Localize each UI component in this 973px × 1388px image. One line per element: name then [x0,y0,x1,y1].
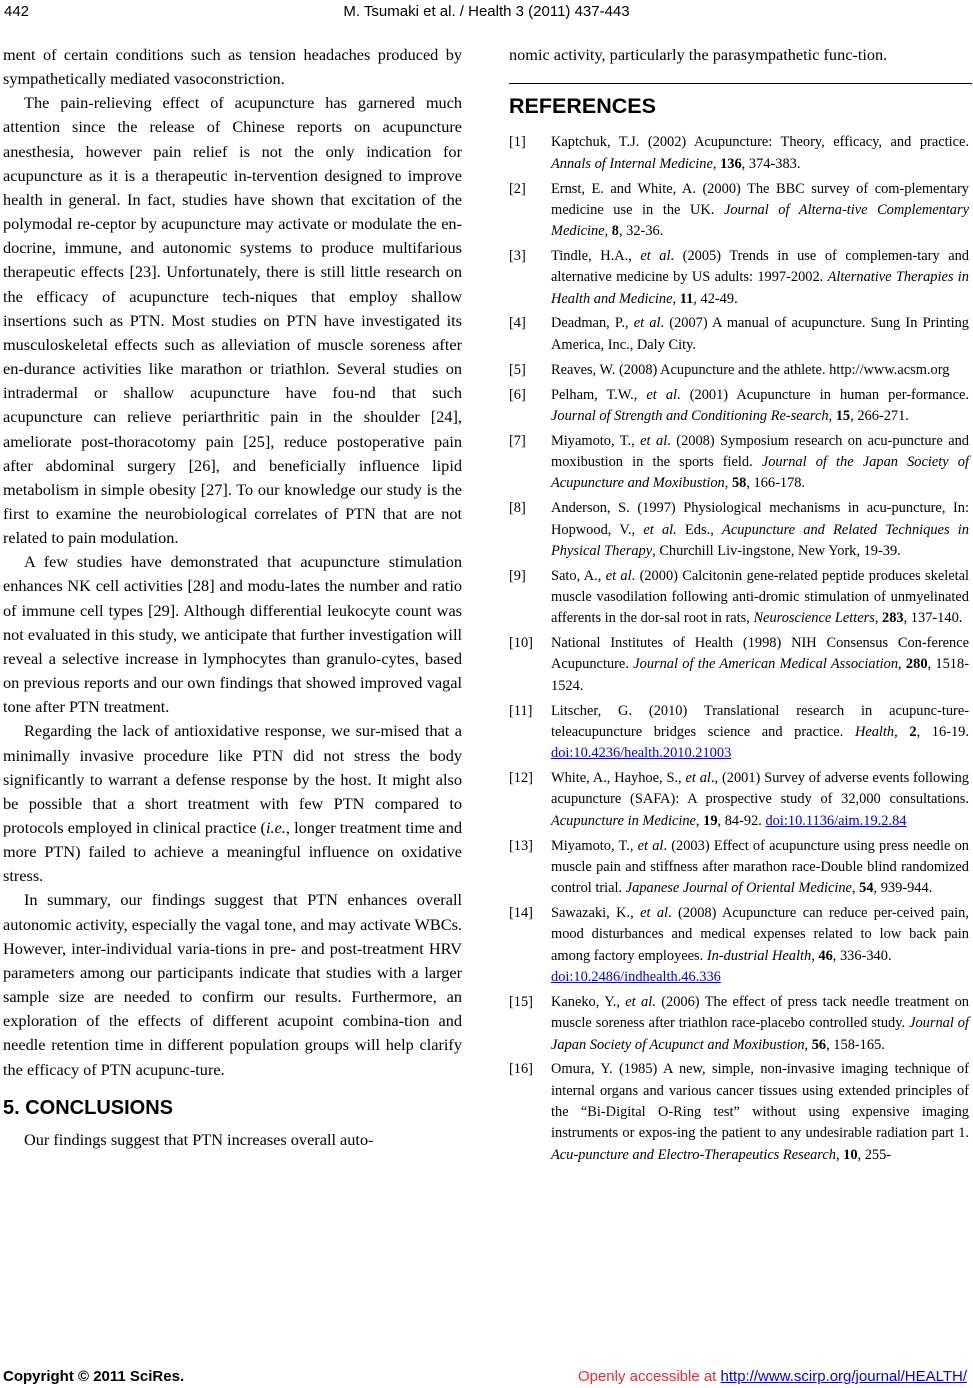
reference-title: ., (2001) Survey of adverse events following acupuncture (SAFA): A prospective study of 32,000 consultations. [551,770,970,808]
reference-pages: , 939-944. [873,880,933,897]
reference-et-al: et al [640,905,669,922]
page-number: 442 [4,3,30,20]
paragraph-2: The pain-relieving effect of acupuncture has garnered much attention since the release of Chinese reports on acupuncture anesthesia, however pain relief is not the only indication for acupuncture as it is a therapeutic in-tervention designed to improve health in general. In fact, studies have shown that excitation of the polymodal re-ceptor by acupuncture may activate or modulate the en-docrine, immune, and autonomic systems to produce multifarious therapeutic effects [23]. Unfortunately, there is still little research on the efficacy of acupuncture tech-niques that employ shallow insertions such as PTN. Most studies on PTN have investigated its musculoskeletal effects such as alleviation of muscle soreness after en-durance activities like marathon or triathlon. Several studies on intradermal or shallow acupuncture have fou-nd that such acupuncture can relieve periarthritic pain in the shoulder [24], ameliorate post-thoracotomy pain [25], reduce postoperative pain after abdominal surgery [26], and beneficially influence lipid metabolism in simple obesity [27]. To our knowledge our study is the first to examine the neurobiological correlates of PTN that are not related to pain modulation. [3,93,462,548]
reference-volume: 56 [811,1036,827,1053]
reference-pages: , 42-49. [693,290,738,307]
reference-number: [3] [509,247,526,264]
reference-item [509,566,969,630]
reference-separator: , [604,223,612,240]
reference-text [551,360,969,381]
references-heading: REFERENCES [509,94,656,119]
reference-et-al: et al. [625,993,656,1010]
reference-pages: , Churchill Liv-ingstone, New York, 19-39. [652,542,901,559]
reference-item [509,701,969,765]
reference-journal: Journal of Japan Society of Acupunct and Moxibustion [551,1015,969,1053]
reference-volume: 54 [859,880,874,897]
reference-pages: , 16-19. [916,723,969,740]
reference-pages: , 1518-1524. [551,656,969,694]
reference-text [551,431,969,495]
reference-text [551,566,969,630]
reference-number: [2] [509,180,526,197]
paragraph-4-text-b: , longer treatment time and more PTN) failed to achieve a meaningful influence on oxidative stress. [3,818,462,886]
reference-title: . (2003) Effect of acupuncture using press needle on muscle pain and stiffness after marathon race-Double blind randomized control trial. [551,837,969,897]
reference-authors: Miyamoto, T., [551,432,641,449]
reference-doi-link[interactable]: doi:10.1136/aim.19.2.84 [765,812,907,829]
paragraph-1: ment of certain conditions such as tension headaches produced by sympathetically mediated vasoconstriction. [3,45,462,89]
reference-pages: , 84-92. [717,812,766,829]
reference-pages: , 255- [857,1146,892,1163]
reference-number: [7] [509,432,526,449]
reference-item [509,431,969,495]
copyright: Copyright © 2011 SciRes. [3,1368,185,1385]
reference-item [509,246,969,310]
reference-et-al: et al [633,315,661,332]
reference-text [551,903,969,988]
reference-journal: Acupuncture in Medicine [551,812,696,829]
reference-item [509,633,969,697]
reference-volume: 15 [835,407,851,424]
reference-journal: In-dustrial Health [706,947,812,964]
reference-authors: Sato, A., [551,567,606,584]
reference-separator: , [672,290,680,307]
reference-item [509,385,969,428]
paragraph-4-text-a: Regarding the lack of antioxidative response, we sur-mised that a minimally invasive procedure like PTN did not stress the body significantly to warrant a defense response by the host. It might also be possible that a short treatment with few PTN compared to protocols employed in clinical practice ( [3,721,462,837]
reference-authors: National Institutes of Health (1998) NIH Consensus Con-ference Acupuncture. [551,635,969,673]
reference-item [509,903,969,988]
reference-authors: Litscher, G. (2010) Translational research in acupunc-ture-teleacupuncture bridges science and practice. [551,702,969,740]
reference-number: [10] [509,635,533,652]
references-divider [509,83,972,84]
reference-volume: 58 [731,475,747,492]
reference-doi-link[interactable]: doi:10.4236/health.2010.21003 [551,745,732,762]
reference-pages: , 166-178. [746,475,806,492]
reference-doi-link[interactable]: doi:10.2486/indhealth.46.336 [551,969,721,986]
access-text: Openly accessible at [577,1368,721,1385]
reference-pages: , 266-271. [850,407,909,424]
reference-number: [1] [509,134,526,151]
paragraph-5: In summary, our findings suggest that PTN enhances overall autonomic activity, especially the vagal tone, and may activate WBCs. However, inter-individual varia-tions in pre- and post-treatment HRV parameters among our participants indicate that studies with a larger sample size are needed to confirm our results. Furthermore, an exploration of the effects of different acupoint combina-tion and needle retention time in different population groups will help clarify the efficacy of PTN acupunc-ture. [3,890,462,1079]
journal-link[interactable]: http://www.scirp.org/journal/HEALTH/ [720,1368,967,1385]
reference-et-al: et al [605,567,632,584]
reference-title: (2006) The effect of press tack needle treatment on muscle soreness after triathlon race-placebo controlled study. [551,993,969,1032]
reference-journal: Journal of Alterna-tive Complementary Medicine [551,201,969,240]
reference-pages: , 32-36. [618,223,664,240]
reference-authors: Kaptchuk, T.J. (2002) Acupuncture: Theory, efficacy, and practice. [551,134,969,151]
reference-journal: Acupuncture and Related Techniques in Physical Therapy [551,521,969,559]
running-head: M. Tsumaki et al. / Health 3 (2011) 437-443 [343,3,630,20]
reference-number: [5] [509,361,526,378]
reference-volume: 10 [843,1146,858,1163]
reference-journal: Journal of the American Medical Association [633,656,899,673]
reference-number: [9] [509,567,526,584]
page-footer [0,1368,973,1388]
paragraph-right-1: nomic activity, particularly the parasympathetic func-tion. [509,45,888,64]
reference-item [509,498,969,562]
reference-authors: Anderson, S. (1997) Physiological mechanisms in acu-puncture, In: Hopwood, V., [551,500,969,538]
reference-number: [14] [509,905,533,922]
reference-authors: Miyamoto, T., [551,837,638,854]
reference-separator: , [835,1146,844,1163]
reference-separator: , [695,812,704,829]
reference-volume: 46 [818,947,833,964]
reference-number: [8] [509,500,526,517]
reference-separator: , [804,1036,812,1053]
reference-authors: Ernst, E. and White, A. (2000) The BBC survey of com-plementary medicine use in the UK. [551,180,969,218]
reference-item [509,992,969,1056]
reference-separator: , [724,475,732,492]
reference-item [509,179,969,243]
reference-number: [16] [509,1061,533,1078]
reference-authors: Pelham, T.W., [551,386,647,403]
reference-separator: , [712,155,721,172]
reference-authors: Reaves, W. (2008) Acupuncture and the athlete. http://www.acsm.org [551,361,950,378]
reference-text [551,633,969,697]
reference-authors: Omura, Y. (1985) A new, simple, non-invasive imaging technique of internal organs and various cancer tissues using extended principles of the “Bi-Digital O-Ring test” without using expensive imaging instruments or expos-ing the patient to any undesirable radiation part 1. [551,1061,969,1142]
reference-text [551,768,969,832]
reference-volume: 2 [909,723,917,740]
reference-list [509,132,969,1166]
reference-et-al: et al [646,386,678,403]
paragraph-3: A few studies have demonstrated that acupuncture stimulation enhances NK cell activities [28] and modu-lates the number and ratio of immune cell types [29]. Although differential leukocyte count was not evaluated in this study, we anticipate that further investigation will reveal a selective increase in lymphocytes than granulo-cytes, based on previous reports and our own findings that showed improved vagal tone after PTN treatment. [3,552,462,717]
reference-journal: Journal of the Japan Society of Acupuncture and Moxibustion [551,454,969,492]
reference-item [509,768,969,832]
reference-journal: Health [854,723,895,740]
reference-journal: Journal of Strength and Conditioning Re-search [551,407,829,424]
reference-number: [15] [509,993,533,1010]
reference-authors: Tindle, H.A., [551,247,641,264]
paragraph-4 [3,719,462,888]
reference-pages: , 336-340. [832,947,892,964]
reference-item [509,360,969,381]
reference-text [551,313,969,356]
reference-journal: Annals of Internal Medicine [551,155,713,172]
reference-text [551,132,969,175]
reference-pages: , 374-383. [741,155,801,172]
reference-title: . (2007) A manual of acupuncture. Sung In Printing America, Inc., Daly City. [551,315,969,353]
reference-volume: 283 [882,610,904,627]
reference-text [551,385,969,428]
reference-text [551,1059,969,1165]
reference-et-al: et al [685,770,711,787]
reference-item [509,313,969,356]
paragraph-4-ie: i.e. [265,818,286,837]
reference-authors: White, A., Hayhoe, S., [551,770,686,787]
reference-item [509,1059,969,1165]
reference-et-al: et al [640,432,668,449]
reference-separator: , [894,723,910,740]
reference-volume: 136 [720,155,742,172]
reference-pages: , 158-165. [826,1036,885,1053]
reference-text [551,179,969,243]
reference-separator: , [898,656,906,673]
page-header [0,0,973,26]
access-line [578,1368,967,1385]
reference-item [509,836,969,900]
reference-separator: , [811,947,819,964]
reference-title: . (2008) Symposium research on acu-puncture and moxibustion in the sports field. [551,432,969,471]
paragraph-6: Our findings suggest that PTN increases overall auto- [24,1129,374,1149]
reference-title: . (2008) Acupuncture can reduce per-ceived pain, mood disturbances and medical expenses related to low back pain among factory employees. [551,905,969,964]
reference-pages: , 137-140. [903,610,963,627]
reference-et-al: et al. [643,521,677,538]
reference-title: . (2000) Calcitonin gene-related peptide produces skeletal muscle vasodilation following anti-dromic stimulation of unmyelinated afferents in the dor-sal root in rats, [551,567,969,627]
conclusions-heading: 5. CONCLUSIONS [3,1096,174,1119]
reference-et-al: et al [640,247,671,264]
reference-separator: , [874,610,883,627]
reference-number: [11] [509,702,533,719]
reference-text [551,836,969,900]
reference-volume: 19 [703,812,718,829]
reference-volume: 280 [905,656,928,673]
reference-text [551,992,969,1056]
reference-et-al: et al [637,837,664,854]
reference-number: [4] [509,315,526,332]
reference-journal: Alternative Therapies in Health and Medicine [551,269,969,307]
reference-authors: Deadman, P., [551,315,634,332]
reference-authors: Sawazaki, K., [551,905,641,922]
reference-text [551,701,969,765]
left-column [3,43,462,1152]
reference-volume: 11 [679,290,694,307]
reference-title: . (2005) Trends in use of complemen-tary and alternative medicine by US adults: 1997-2002. [551,247,969,286]
reference-journal: Japanese Journal of Oriental Medicine [625,880,852,897]
reference-number: [13] [509,837,533,854]
reference-title: Eds., [676,521,723,538]
reference-number: [6] [509,386,526,403]
reference-text [551,498,969,562]
reference-title: . (2001) Acupuncture in human per-formance. [677,386,969,403]
reference-separator: , [828,407,836,424]
right-column [509,43,969,1169]
reference-journal: Neuroscience Letters [753,610,875,627]
reference-journal: Acu-puncture and Electro-Therapeutics Research [551,1146,836,1163]
reference-text [551,246,969,310]
reference-number: [12] [509,770,533,787]
reference-volume: 8 [611,223,619,240]
reference-item [509,132,969,175]
reference-separator: , [851,880,860,897]
reference-authors: Kaneko, Y., [551,993,626,1010]
